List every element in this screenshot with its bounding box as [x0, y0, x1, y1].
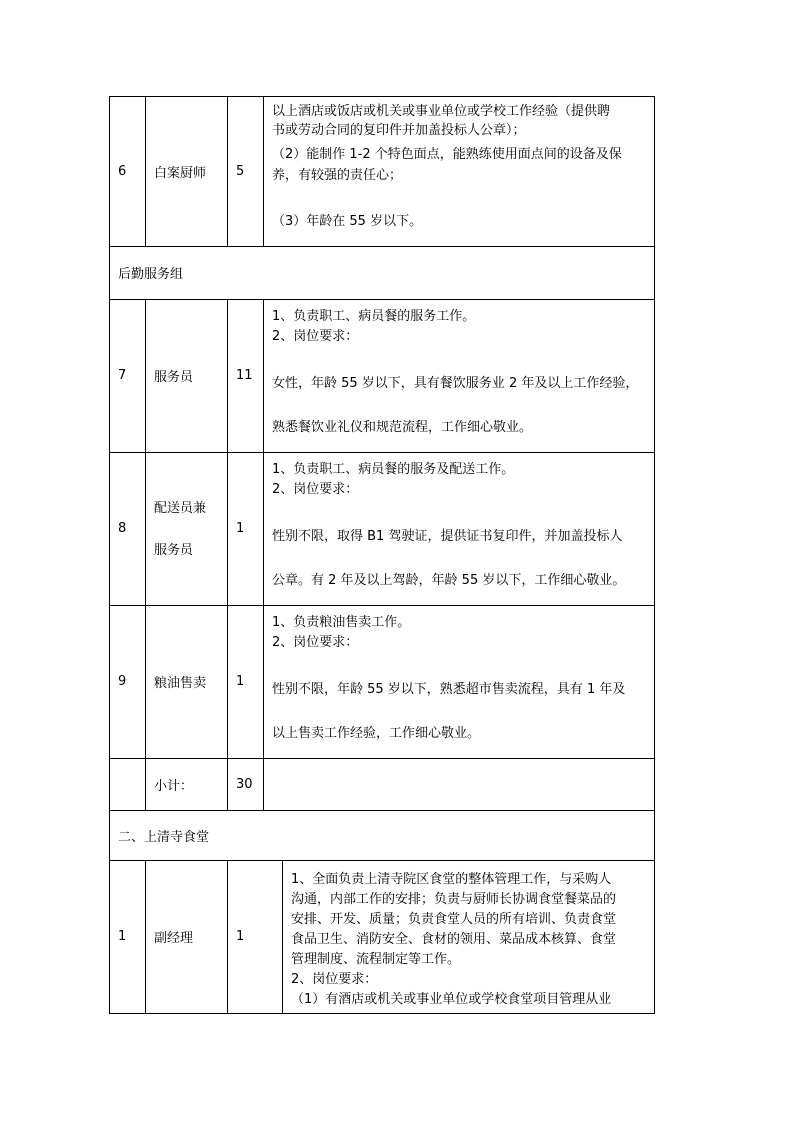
position-name [154, 96, 206, 246]
duty-line: 1、全面负责上清寺院区食堂的整体管理工作，与采购人 [291, 872, 612, 887]
section-header-text: 二、上清寺食堂 [118, 829, 210, 845]
duty-line: （3）年龄在 55 岁以下。 [272, 214, 423, 229]
duty-line: 书或劳动合同的复印件并加盖投标人公章）； [272, 123, 526, 138]
row-number-text: 6 [118, 163, 127, 179]
duty-line: 女性，年龄 55 岁以下，具有餐饮服务业 2 年及以上工作经验， [272, 376, 639, 391]
headcount [236, 605, 244, 758]
duty-line: 公章。有 2 年及以上驾龄，年龄 55 岁以下，工作细心敬业。 [272, 573, 626, 588]
subtotal-value [236, 758, 253, 810]
duty-line: 管理制度、流程制定等工作。 [291, 952, 461, 967]
section-header-text: 后勤服务组 [118, 267, 184, 282]
subtotal-value-text: 30 [236, 776, 253, 792]
position-name [154, 860, 193, 1013]
row-number [118, 452, 126, 605]
duty-line: 食品卫生、消防安全、食材的领用、菜品成本核算、食堂 [291, 932, 617, 947]
headcount-text: 5 [236, 163, 245, 179]
row-number-text: 1 [118, 929, 127, 944]
col-divider [145, 860, 146, 1013]
duty-line: （1）有酒店或机关或事业单位或学校食堂项目管理从业 [291, 992, 612, 1007]
position-text: 粮油售卖 [154, 676, 207, 691]
row-divider [109, 452, 655, 453]
duty-line: 性别不限，年龄 55 岁以下，熟悉超市售卖流程，具有 1 年及 [272, 682, 626, 697]
border-right [654, 96, 655, 1014]
headcount-text: 1 [236, 521, 245, 536]
position-text: 服务员 [154, 370, 194, 385]
col-divider [227, 96, 228, 246]
duty-line: 2、岗位要求： [272, 482, 359, 497]
row-number [118, 860, 126, 1013]
row-number [118, 96, 126, 246]
position-name [154, 299, 193, 452]
position-name [154, 605, 206, 758]
col-divider [282, 860, 283, 1013]
headcount-text: 1 [236, 674, 245, 689]
row-number-text: 8 [118, 521, 127, 536]
row-number [118, 299, 126, 452]
duty-line: 养，有较强的责任心； [272, 168, 403, 183]
duty-line: 以上售卖工作经验，工作细心敬业。 [272, 726, 481, 741]
duty-line: 熟悉餐饮业礼仪和规范流程，工作细心敬业。 [272, 420, 533, 435]
subtotal-label [154, 758, 193, 810]
duty-line: 2、岗位要求： [272, 635, 359, 650]
duty-line: 1、负责粮油售卖工作。 [272, 615, 411, 630]
col-divider [145, 96, 146, 246]
position-text: 配送员兼 [154, 501, 207, 516]
duty-line: 2、岗位要求： [291, 972, 378, 987]
duty-line: 1、负责职工、病员餐的服务及配送工作。 [272, 462, 515, 477]
headcount-text: 1 [236, 929, 245, 944]
row-number-text: 9 [118, 674, 127, 689]
section-header-logistics [118, 246, 183, 299]
border-bottom [109, 1013, 655, 1014]
border-left [109, 96, 110, 1014]
section-header-shangqingsi [118, 810, 209, 860]
headcount [236, 96, 244, 246]
col-divider [263, 299, 264, 810]
headcount-text: 11 [236, 368, 253, 383]
row-number [118, 605, 126, 758]
col-divider [227, 860, 228, 1013]
row-divider [109, 246, 655, 247]
duty-line: 1、负责职工、病员餐的服务工作。 [272, 309, 476, 324]
row-number-text: 7 [118, 368, 127, 383]
duty-line: （2）能制作 1-2 个特色面点，能熟练使用面点间的设备及保 [272, 147, 622, 162]
position-text: 服务员 [154, 543, 194, 558]
position-text: 白案厨师 [154, 165, 207, 181]
col-divider [263, 96, 264, 246]
duty-line: 2、岗位要求： [272, 329, 359, 344]
headcount [236, 299, 253, 452]
col-divider [145, 299, 146, 810]
duty-line: 安排、开发、质量；负责食堂人员的所有培训、负责食堂 [291, 912, 617, 927]
headcount [236, 860, 244, 1013]
subtotal-label-text: 小计： [154, 778, 194, 794]
duty-line: 沟通，内部工作的安排；负责与厨师长协调食堂餐菜品的 [291, 892, 617, 907]
duty-line: 以上酒店或饭店或机关或事业单位或学校工作经验（提供聘 [272, 104, 611, 119]
position-text: 副经理 [154, 931, 194, 946]
headcount [236, 452, 244, 605]
col-divider [227, 299, 228, 810]
duty-line: 性别不限，取得 B1 驾驶证，提供证书复印件，并加盖投标人 [272, 529, 623, 544]
